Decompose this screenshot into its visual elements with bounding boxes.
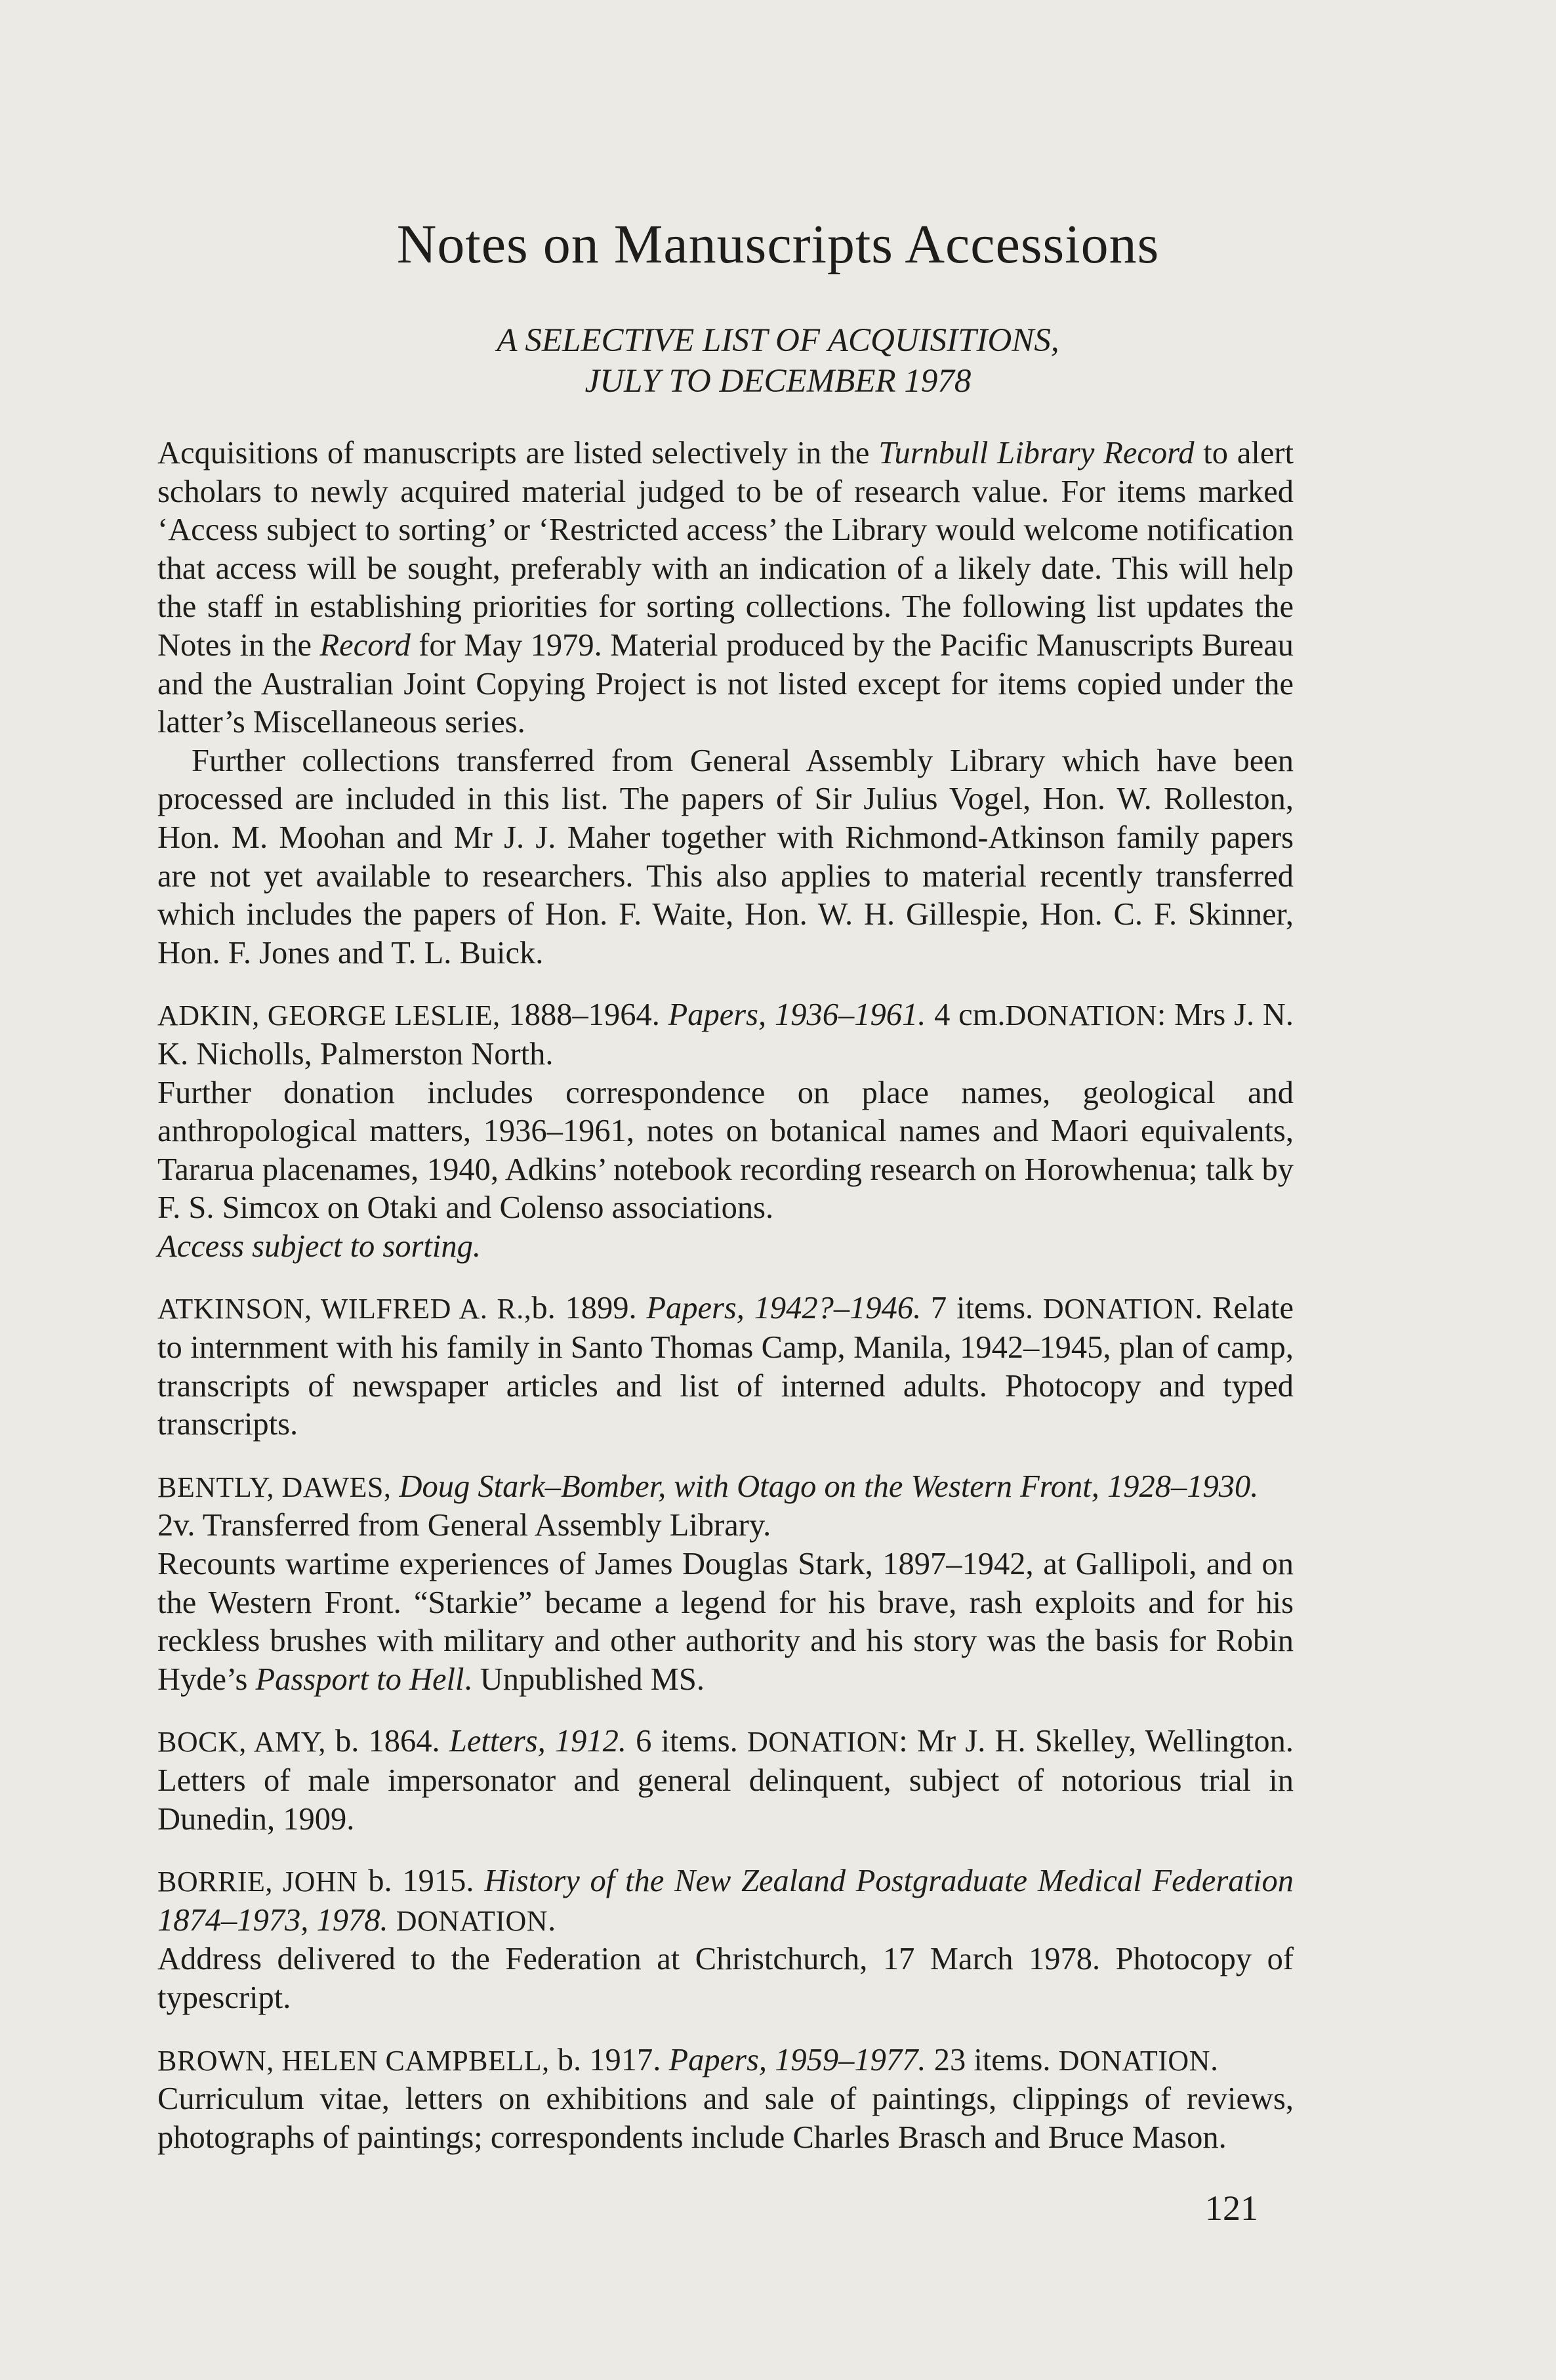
subtitle-line-2: JULY TO DECEMBER 1978	[584, 363, 972, 400]
entry-dates: b. 1899.	[531, 1291, 647, 1326]
entry-source: : Mrs J. N. K. Nicholls, Palmerston North.	[157, 997, 1294, 1072]
entry-work: Papers, 1959–1977.	[668, 2042, 926, 2077]
entry-dates: 1888–1964.	[500, 997, 668, 1033]
entry-extent: 7 items.	[921, 1291, 1043, 1326]
entry-source-label: DONATION	[1058, 2044, 1210, 2077]
entry-heading	[157, 1289, 1294, 1444]
entry-name: BORRIE, JOHN	[157, 1866, 358, 1898]
entry-name: BENTLY, DAWES,	[157, 1471, 392, 1503]
journal-title: Turnbull Library Record	[878, 436, 1195, 470]
entry-dates: b. 1917.	[549, 2042, 669, 2077]
entry-heading	[157, 1468, 1294, 1507]
intro-paragraph-1	[157, 434, 1294, 742]
entry-extent: 2v. Transferred from General Assembly Library.	[157, 1508, 771, 1543]
entry-source: : Mr J. H. Skelley, Wellington. Letters of male impersonator and general delinquent, subject of notorious trial in Dunedin, 1909.	[157, 1724, 1294, 1837]
entry-name: ATKINSON, WILFRED A. R.,	[157, 1293, 532, 1326]
entry-description: Address delivered to the Federation at Christchurch, 17 March 1978. Photocopy of typescript.	[157, 1942, 1294, 2015]
entry-dates: b. 1915.	[358, 1864, 485, 1899]
entry-bock	[157, 1722, 1294, 1839]
page-number: 121	[1205, 2188, 1258, 2228]
entry-adkin	[157, 996, 1294, 1266]
entry-heading	[157, 1722, 1294, 1839]
entry-source: .	[548, 1902, 556, 1938]
entry-heading	[157, 996, 1294, 1074]
entry-work: Letters, 1912.	[449, 1724, 626, 1759]
page-subtitle	[0, 320, 1556, 402]
entry-name: ADKIN, GEORGE LESLIE,	[157, 999, 501, 1032]
entry-description	[157, 1545, 1294, 1699]
book-title: Passport to Hell	[255, 1661, 464, 1697]
intro-text: to alert scholars to newly acquired material judged to be of research value. For items marked ‘Access subject to sorting’ or ‘Restricted access’ the Library would welcome notification that access will be sought, preferably with an indication of a likely date. This will help the staff in establishing priorities for sorting collections. The following list updates the Notes in the	[157, 436, 1294, 663]
subtitle-line-1: A SELECTIVE LIST OF ACQUISITIONS,	[497, 322, 1059, 359]
entry-work: History of the New Zealand Postgraduate Medical Federation 1874–1973, 1978.	[157, 1864, 1294, 1938]
article-body	[157, 434, 1294, 2157]
entry-source-label: DONATION	[1005, 999, 1157, 1032]
entry-source: .	[1210, 2042, 1219, 2077]
entry-access-note: Access subject to sorting.	[157, 1228, 481, 1264]
entry-extent: 23 items.	[926, 2042, 1059, 2077]
entry-description-text: Recounts wartime experiences of James Douglas Stark, 1897–1942, at Gallipoli, and on the Western Front. “Starkie” became a legend for his brave, rash exploits and for his reckless brushes with military and other authority and his story was the basis for Robin Hyde’s	[157, 1547, 1294, 1697]
entry-heading	[157, 2041, 1294, 2081]
entry-heading	[157, 1862, 1294, 1940]
entry-bently	[157, 1468, 1294, 1700]
entry-atkinson	[157, 1289, 1294, 1444]
entry-description-text: . Unpublished MS.	[464, 1661, 705, 1697]
journal-short-title: Record	[319, 627, 411, 663]
intro-text: Acquisitions of manuscripts are listed selectively in the	[157, 436, 879, 470]
entry-name: BOCK, AMY,	[157, 1726, 326, 1759]
entry-description: Curriculum vitae, letters on exhibitions and sale of paintings, clippings of reviews, photographs of paintings; correspondents include Charles Brasch and Bruce Mason.	[157, 2081, 1294, 2155]
entry-source-label: DONATION	[396, 1904, 548, 1937]
entry-source-label: DONATION	[747, 1726, 899, 1759]
entry-brown	[157, 2041, 1294, 2158]
intro-text: for May 1979. Material produced by the Pacific Manuscripts Bureau and the Australian Joint Copying Project is not listed except for items copied under the latter’s Miscellaneous series.	[157, 627, 1294, 740]
entry-extent: 4 cm.	[926, 997, 1006, 1033]
entry-borrie	[157, 1862, 1294, 2017]
entry-work: Doug Stark–Bomber, with Otago on the Western Front, 1928–1930.	[399, 1469, 1259, 1504]
entry-source-label: DONATION	[1042, 1293, 1195, 1326]
entry-extent: 6 items.	[626, 1724, 747, 1759]
entry-description: Further donation includes correspondence on place names, geological and anthropological matters, 1936–1961, notes on botanical names and Maori equivalents, Tararua placenames, 1940, Adkins’ notebook recording research on Horowhenua; talk by F. S. Simcox on Otaki and Colenso associations.	[157, 1075, 1294, 1226]
entry-source: . Relate to internment with his family in Santo Thomas Camp, Manila, 1942–1945, plan of camp, transcripts of newspaper articles and list of interned adults. Photocopy and typed transcripts.	[157, 1291, 1294, 1442]
page-title: Notes on Manuscripts Accessions	[396, 214, 1160, 275]
entry-work: Papers, 1942?–1946.	[646, 1291, 922, 1326]
entry-dates: b. 1864.	[325, 1724, 449, 1759]
intro-paragraph-2: Further collections transferred from General Assembly Library which have been processed are included in this list. The papers of Sir Julius Vogel, Hon. W. Rolleston, Hon. M. Moohan and Mr J. J. Maher together with Richmond-Atkinson family papers are not yet available to researchers. This also applies to material recently transferred which includes the papers of Hon. F. Waite, Hon. W. H. Gillespie, Hon. C. F. Skinner, Hon. F. Jones and T. L. Buick.	[157, 743, 1294, 971]
entry-work: Papers, 1936–1961.	[668, 997, 926, 1033]
entry-name: BROWN, HELEN CAMPBELL,	[157, 2044, 550, 2077]
